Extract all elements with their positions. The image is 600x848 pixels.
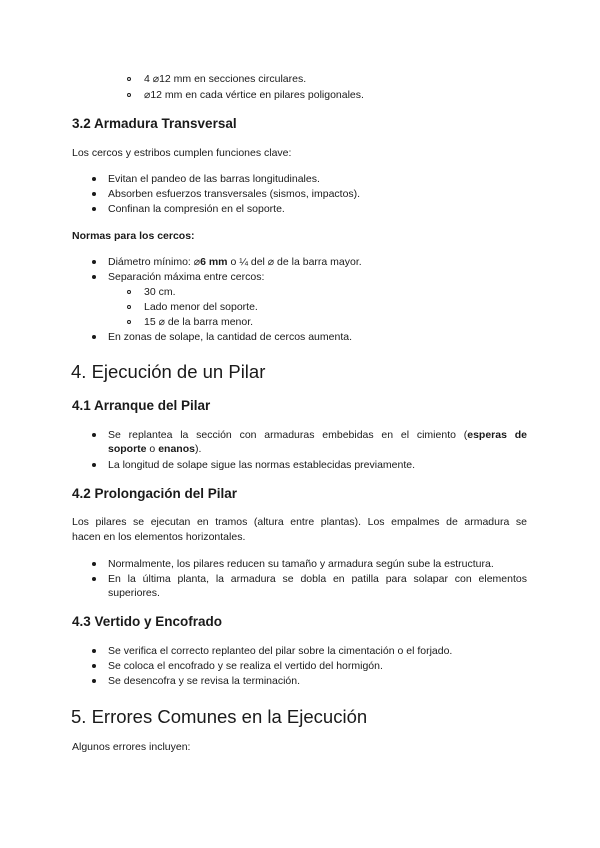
sub-list-item: 30 cm. — [144, 286, 176, 298]
list-item: Se verifica el correcto replanteo del pilar sobre la cimentación o el forjado. — [108, 645, 453, 657]
s41-item1-bold2: soporte — [108, 443, 147, 455]
bullet-icon — [92, 335, 96, 339]
bullet-icon — [92, 679, 96, 683]
paragraph: Los cercos y estribos cumplen funciones clave: — [72, 147, 292, 159]
list-item: Evitan el pandeo de las barras longitudinales. — [108, 173, 320, 185]
list-item: En zonas de solape, la cantidad de cercos aumenta. — [108, 331, 352, 343]
bullet-icon — [92, 207, 96, 211]
section-heading-4-3: 4.3 Vertido y Encofrado — [72, 614, 223, 629]
s41-item1-text: Se replantea la sección con armaduras embebidas en el cimiento ( — [108, 429, 468, 441]
norms-title: Normas para los cercos: — [72, 230, 195, 242]
s41-item1-end: ). — [194, 443, 202, 455]
sub-list-item: Lado menor del soporte. — [144, 301, 258, 313]
bullet-icon — [92, 562, 96, 566]
bullet-icon — [92, 463, 96, 467]
bullet-icon — [92, 192, 96, 196]
list-item: Se coloca el encofrado y se realiza el vertido del hormigón. — [108, 660, 383, 672]
s41-item1-bold3: enanos — [158, 443, 195, 455]
list-item-line — [108, 428, 527, 442]
list-item: La longitud de solape sigue las normas establecidas previamente. — [108, 459, 416, 471]
s41-item1-bold1: esperas de — [467, 429, 527, 441]
norm-diameter-bold: 6 mm — [200, 256, 228, 268]
list-item-continuation: superiores. — [108, 587, 160, 599]
section-heading-3-2: 3.2 Armadura Transversal — [72, 116, 237, 131]
sub-list-item: 15 ⌀ de la barra menor. — [144, 316, 254, 328]
bullet-icon — [92, 577, 96, 581]
norm-diameter-suffix: o ¼ del ⌀ de la barra mayor. — [227, 256, 362, 268]
bullet-icon — [92, 664, 96, 668]
bullet-icon — [92, 177, 96, 181]
s41-item1-mid: o — [146, 443, 159, 455]
list-item: Absorben esfuerzos transversales (sismos, impactos). — [108, 188, 361, 200]
bullet-icon — [92, 275, 96, 279]
sub-bullet-icon — [127, 305, 131, 309]
bullet-icon — [92, 649, 96, 653]
list-item: Separación máxima entre cercos: — [108, 271, 265, 283]
section-heading-4: 4. Ejecución de un Pilar — [71, 361, 266, 382]
list-item-line: En la última planta, la armadura se dobla en patilla para solapar con elementos — [108, 573, 527, 585]
sub-bullet-icon — [127, 320, 131, 324]
sub-list-item: ⌀12 mm en cada vértice en pilares poligonales. — [144, 89, 364, 101]
sub-bullet-icon — [127, 290, 131, 294]
list-item-diameter — [108, 255, 362, 269]
section-heading-4-2: 4.2 Prolongación del Pilar — [72, 486, 238, 501]
list-item: Confinan la compresión en el soporte. — [108, 203, 285, 215]
paragraph-line: hacen en los elementos horizontales. — [72, 531, 246, 543]
bullet-icon — [92, 260, 96, 264]
sub-list-item: 4 ⌀12 mm en secciones circulares. — [144, 73, 307, 85]
norm-diameter-prefix: Diámetro mínimo: ⌀ — [108, 256, 201, 268]
list-item: Se desencofra y se revisa la terminación. — [108, 675, 301, 687]
list-item-continuation — [108, 442, 201, 456]
paragraph-line: Los pilares se ejecutan en tramos (altura entre plantas). Los empalmes de armadura se — [72, 516, 527, 528]
list-item: Normalmente, los pilares reducen su tamaño y armadura según sube la estructura. — [108, 558, 494, 570]
bullet-icon — [92, 433, 96, 437]
section-heading-4-1: 4.1 Arranque del Pilar — [72, 398, 211, 413]
sub-bullet-icon — [127, 77, 131, 81]
paragraph: Algunos errores incluyen: — [72, 741, 191, 753]
sub-bullet-icon — [127, 93, 131, 97]
section-heading-5: 5. Errores Comunes en la Ejecución — [71, 706, 368, 727]
